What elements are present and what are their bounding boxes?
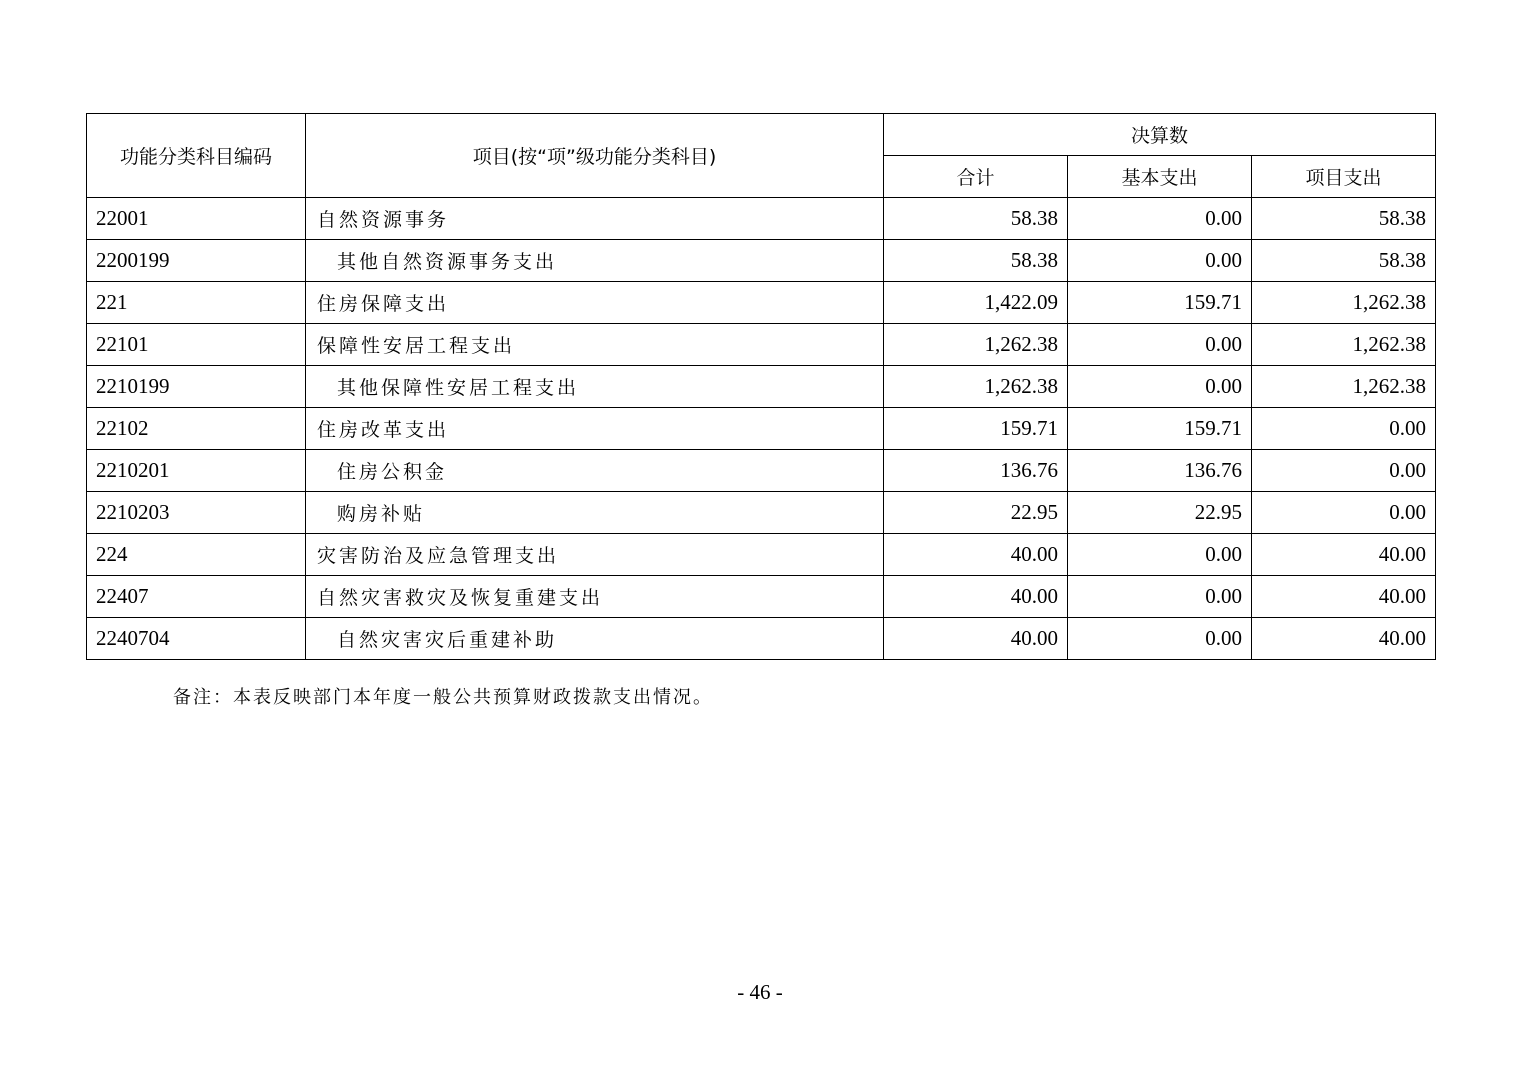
row-basic: 0.00 — [1068, 198, 1252, 240]
row-project: 0.00 — [1252, 408, 1436, 450]
row-code: 221 — [87, 282, 306, 324]
row-basic: 0.00 — [1068, 324, 1252, 366]
row-code: 2200199 — [87, 240, 306, 282]
row-project: 58.38 — [1252, 198, 1436, 240]
header-total: 合计 — [884, 156, 1068, 198]
row-basic: 0.00 — [1068, 534, 1252, 576]
row-code: 2210201 — [87, 450, 306, 492]
row-basic: 159.71 — [1068, 408, 1252, 450]
row-basic: 0.00 — [1068, 576, 1252, 618]
table-row — [87, 408, 1436, 450]
table-row — [87, 240, 1436, 282]
row-total: 58.38 — [884, 198, 1068, 240]
header-code: 功能分类科目编码 — [87, 114, 306, 198]
row-project: 0.00 — [1252, 492, 1436, 534]
row-item: 灾害防治及应急管理支出 — [306, 534, 884, 576]
row-item: 自然灾害救灾及恢复重建支出 — [306, 576, 884, 618]
row-total: 40.00 — [884, 534, 1068, 576]
row-item: 住房改革支出 — [306, 408, 884, 450]
row-total: 1,262.38 — [884, 366, 1068, 408]
row-code: 22102 — [87, 408, 306, 450]
row-item: 保障性安居工程支出 — [306, 324, 884, 366]
table-row — [87, 324, 1436, 366]
row-basic: 136.76 — [1068, 450, 1252, 492]
row-code: 22407 — [87, 576, 306, 618]
row-project: 40.00 — [1252, 534, 1436, 576]
row-code: 2240704 — [87, 618, 306, 660]
row-project: 1,262.38 — [1252, 282, 1436, 324]
page-number: - 46 - — [737, 980, 783, 1004]
header-project: 项目支出 — [1252, 156, 1436, 198]
row-item: 住房保障支出 — [306, 282, 884, 324]
row-total: 1,422.09 — [884, 282, 1068, 324]
row-item: 其他自然资源事务支出 — [306, 240, 884, 282]
row-total: 40.00 — [884, 576, 1068, 618]
row-project: 40.00 — [1252, 576, 1436, 618]
row-code: 2210199 — [87, 366, 306, 408]
table-row — [87, 366, 1436, 408]
row-total: 22.95 — [884, 492, 1068, 534]
table-row — [87, 576, 1436, 618]
row-item: 住房公积金 — [306, 450, 884, 492]
table-row — [87, 492, 1436, 534]
row-item: 购房补贴 — [306, 492, 884, 534]
header-item: 项目(按“项”级功能分类科目) — [306, 114, 884, 198]
table-row — [87, 618, 1436, 660]
row-project: 40.00 — [1252, 618, 1436, 660]
table-row — [87, 450, 1436, 492]
header-basic: 基本支出 — [1068, 156, 1252, 198]
row-basic: 159.71 — [1068, 282, 1252, 324]
row-project: 58.38 — [1252, 240, 1436, 282]
row-item: 其他保障性安居工程支出 — [306, 366, 884, 408]
table-row — [87, 534, 1436, 576]
row-code: 22101 — [87, 324, 306, 366]
row-item: 自然灾害灾后重建补助 — [306, 618, 884, 660]
row-code: 224 — [87, 534, 306, 576]
row-total: 136.76 — [884, 450, 1068, 492]
row-basic: 22.95 — [1068, 492, 1252, 534]
row-item: 自然资源事务 — [306, 198, 884, 240]
row-total: 40.00 — [884, 618, 1068, 660]
expenditure-table — [86, 113, 1436, 660]
row-total: 58.38 — [884, 240, 1068, 282]
row-basic: 0.00 — [1068, 618, 1252, 660]
row-code: 2210203 — [87, 492, 306, 534]
row-project: 1,262.38 — [1252, 366, 1436, 408]
table-row — [87, 198, 1436, 240]
row-total: 159.71 — [884, 408, 1068, 450]
table-note: 备注：本表反映部门本年度一般公共预算财政拨款支出情况。 — [173, 687, 713, 708]
row-basic: 0.00 — [1068, 366, 1252, 408]
row-project: 0.00 — [1252, 450, 1436, 492]
row-basic: 0.00 — [1068, 240, 1252, 282]
row-code: 22001 — [87, 198, 306, 240]
table-row — [87, 282, 1436, 324]
row-total: 1,262.38 — [884, 324, 1068, 366]
row-project: 1,262.38 — [1252, 324, 1436, 366]
header-final-accounts: 决算数 — [884, 114, 1436, 156]
